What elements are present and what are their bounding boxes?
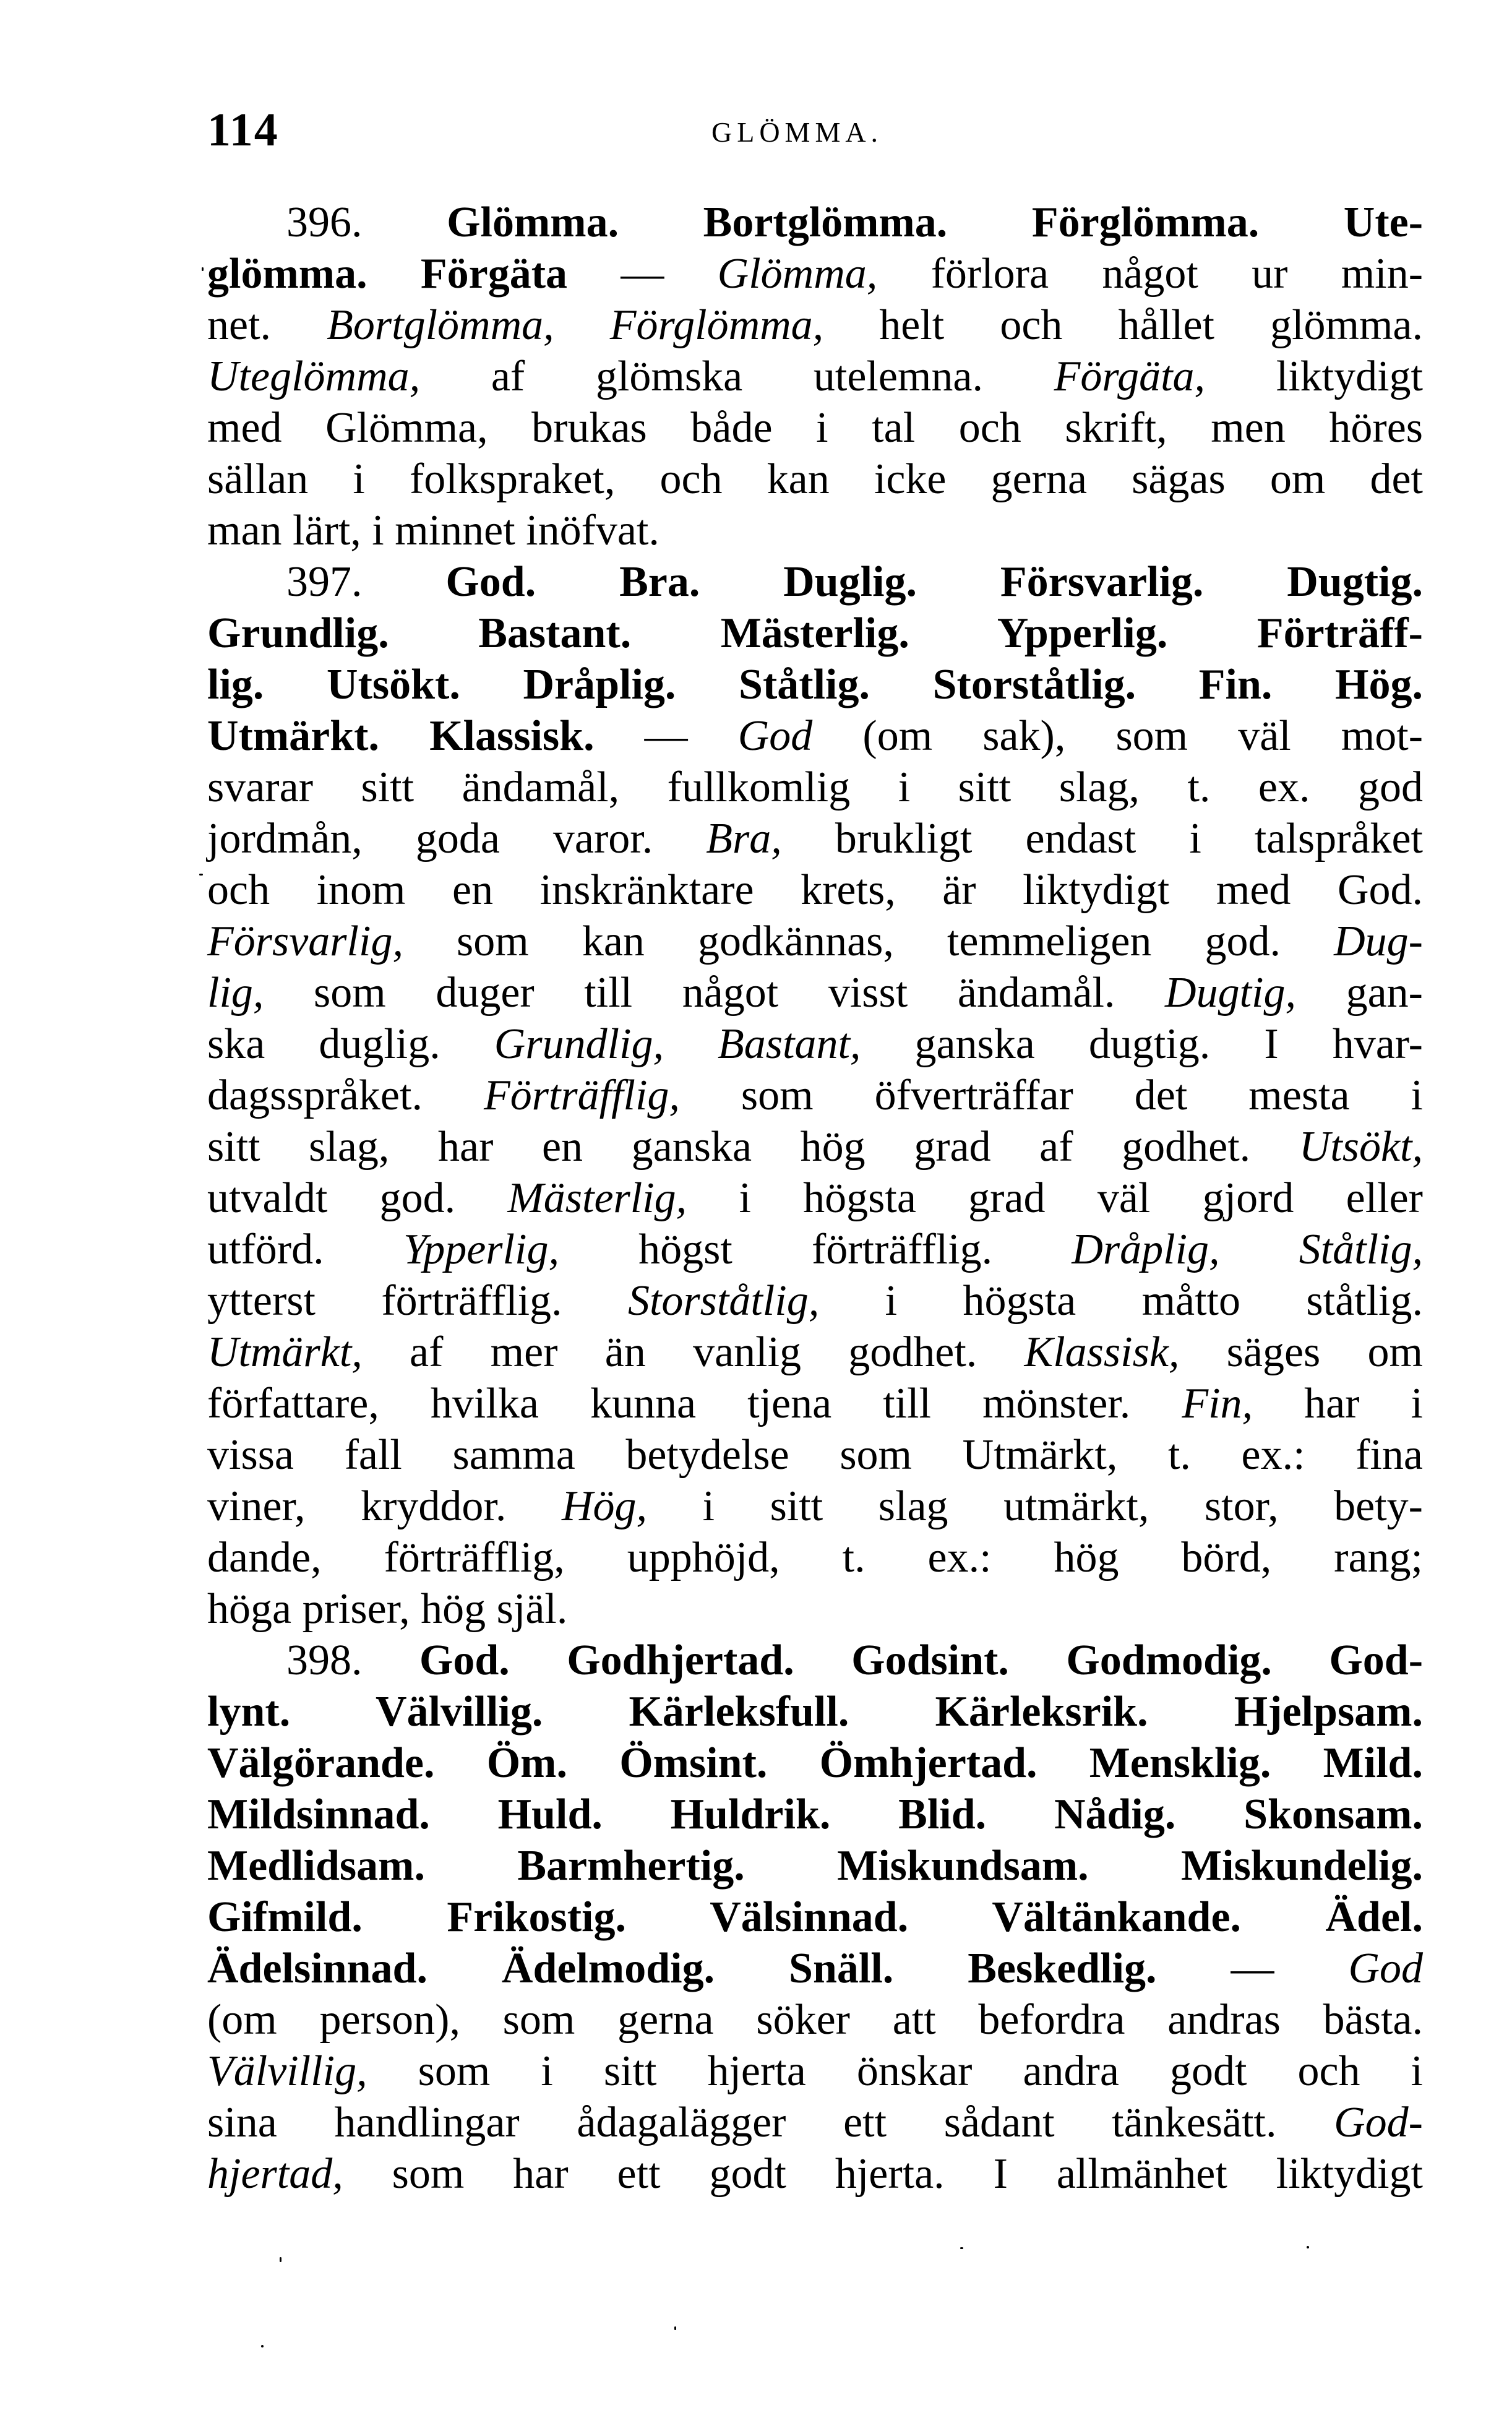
italic-term: Mästerlig, — [507, 1174, 687, 1222]
body-text: liktydigt — [1205, 353, 1423, 400]
body-text: som öfverträffar det mesta i — [679, 1072, 1424, 1119]
body-text: i högsta grad väl gjord eller — [687, 1174, 1423, 1222]
body-text: författare, hvilka kunna tjena till mönster. — [207, 1380, 1182, 1427]
body-text: sina handlingar ådagalägger ett sådant tänkesätt. — [207, 2099, 1334, 2146]
italic-term: Bortglömma, Förglömma, — [327, 301, 824, 349]
italic-term: Uteglömma, — [207, 353, 421, 400]
text-line — [207, 248, 1423, 299]
text-line — [207, 454, 1423, 505]
body-text: sällan i folkspraket, och kan icke gerna sägas om det — [207, 455, 1423, 503]
body-text: som kan godkännas, temmeligen god. — [403, 918, 1334, 965]
italic-term: Utmärkt, — [207, 1328, 363, 1376]
headword-text: lig. Utsökt. Dråplig. Ståtlig. Storståtlig. Fin. Hög. — [207, 661, 1423, 708]
text-line — [207, 1891, 1423, 1943]
text-line — [207, 351, 1423, 402]
headword-text: Glömma. Bortglömma. Förglömma. Ute- — [447, 199, 1424, 246]
italic-term: Dug- — [1334, 918, 1423, 965]
body-text: som i sitt hjerta önskar andra godt och i — [367, 2047, 1423, 2095]
text-line — [207, 2046, 1423, 2097]
italic-term: God — [1348, 1945, 1423, 1992]
body-text: utförd. — [207, 1226, 403, 1273]
text-line — [207, 1429, 1423, 1481]
body-text: svarar sitt ändamål, fullkomlig i sitt slag, t. ex. god — [207, 764, 1423, 811]
body-text: ganska dugtig. I hvar- — [861, 1020, 1423, 1068]
body-text: dagsspråket. — [207, 1072, 484, 1119]
text-line — [207, 1840, 1423, 1891]
dictionary-body — [207, 197, 1423, 2200]
body-text: jordmån, goda varor. — [207, 815, 707, 863]
text-line — [207, 2148, 1423, 2200]
italic-term: hjertad, — [207, 2150, 343, 2198]
italic-term: lig, — [207, 969, 264, 1017]
text-line — [207, 1686, 1423, 1737]
text-line — [207, 1994, 1423, 2046]
body-text: (om person), som gerna söker att befordra andras bästa. — [207, 1996, 1423, 2044]
italic-term: Dugtig, — [1165, 969, 1296, 1017]
body-text: man lärt, i minnet inöfvat. — [207, 507, 659, 554]
body-text: — — [1231, 1945, 1349, 1992]
body-text: med Glömma, brukas både i tal och skrift, men höres — [207, 404, 1423, 452]
body-text: vissa fall samma betydelse som Utmärkt, t. ex.: fina — [207, 1431, 1423, 1479]
headword-text: Grundlig. Bastant. Mästerlig. Ypperlig. Förträff- — [207, 609, 1423, 657]
text-line — [207, 1481, 1423, 1532]
text-line — [207, 402, 1423, 454]
text-line — [207, 1018, 1423, 1070]
body-text: utvaldt god. — [207, 1174, 508, 1222]
headword-text: Välgörande. Öm. Ömsint. Ömhjertad. Mensklig. Mild. — [207, 1739, 1423, 1787]
text-line — [207, 556, 1423, 608]
text-line — [207, 1943, 1423, 1994]
text-line — [207, 1583, 1423, 1635]
italic-term: Hög, — [561, 1482, 647, 1530]
body-text: 398. — [286, 1637, 419, 1684]
headword-text: God. Godhjertad. Godsint. Godmodig. God- — [419, 1637, 1424, 1684]
body-text: 397. — [286, 558, 446, 606]
text-line — [207, 1172, 1423, 1224]
page-number: 114 — [207, 104, 279, 156]
italic-term: God — [737, 712, 813, 760]
italic-term: Fin, — [1182, 1380, 1253, 1427]
body-text: sitt slag, har en ganska hög grad af godhet. — [207, 1123, 1299, 1171]
body-text: gan- — [1296, 969, 1423, 1017]
italic-term: Försvarlig, — [207, 918, 403, 965]
body-text: höga priser, hög själ. — [207, 1585, 568, 1633]
text-line — [207, 1737, 1423, 1789]
body-text: brukligt endast i talspråket — [781, 815, 1423, 863]
italic-term: Dråplig, Ståtlig, — [1072, 1226, 1423, 1273]
headword-text: Medlidsam. Barmhertig. Miskundsam. Miskundelig. — [207, 1842, 1423, 1890]
headword-text: Utmärkt. Klassisk. — [207, 712, 645, 760]
body-text: — — [644, 712, 738, 760]
text-line — [207, 1121, 1423, 1172]
text-line — [207, 1327, 1423, 1378]
headword-text: God. Bra. Duglig. Försvarlig. Dugtig. — [445, 558, 1423, 606]
body-text: i högsta måtto ståtlig. — [819, 1277, 1424, 1325]
text-line — [207, 1532, 1423, 1583]
body-text: ska duglig. — [207, 1020, 494, 1068]
body-text: (om sak), som väl mot- — [812, 712, 1424, 760]
headword-text: lynt. Välvillig. Kärleksfull. Kärleksrik. Hjelpsam. — [207, 1688, 1423, 1736]
body-text: högst förträfflig. — [559, 1226, 1072, 1273]
italic-term: God- — [1334, 2099, 1423, 2146]
body-text: har i — [1253, 1380, 1424, 1427]
body-text: — — [621, 250, 718, 298]
body-text: som har ett godt hjerta. I allmänhet liktydigt — [343, 2150, 1423, 2198]
text-line — [207, 1635, 1423, 1686]
text-line — [207, 659, 1423, 710]
body-text: af mer än vanlig godhet. — [362, 1328, 1024, 1376]
body-text: ytterst förträfflig. — [207, 1277, 628, 1325]
text-line — [207, 762, 1423, 813]
text-line — [207, 1224, 1423, 1275]
italic-term: Glömma, — [717, 250, 878, 298]
body-text: net. — [207, 301, 327, 349]
text-line — [207, 710, 1423, 762]
headword-text: Gifmild. Frikostig. Välsinnad. Vältänkande. Ädel. — [207, 1893, 1423, 1941]
headword-text: glömma. Förgäta — [207, 250, 621, 298]
italic-term: Välvillig, — [207, 2047, 367, 2095]
body-text: i sitt slag utmärkt, stor, bety- — [647, 1482, 1423, 1530]
text-line — [207, 1789, 1423, 1840]
italic-term: Bra, — [706, 815, 782, 863]
text-line — [207, 608, 1423, 659]
body-text: och inom en inskränktare krets, är liktydigt med God. — [207, 866, 1423, 914]
body-text: förlora något ur min- — [877, 250, 1423, 298]
text-line — [207, 813, 1423, 864]
italic-term: Klassisk, — [1024, 1328, 1180, 1376]
headword-text: Ädelsinnad. Ädelmodig. Snäll. Beskedlig. — [207, 1945, 1231, 1992]
italic-term: Förgäta, — [1054, 353, 1206, 400]
body-text: helt och hållet glömma. — [823, 301, 1423, 349]
text-line — [207, 916, 1423, 967]
text-line — [207, 197, 1423, 248]
text-line — [207, 1275, 1423, 1327]
body-text: af glömska utelemna. — [420, 353, 1054, 400]
text-line — [207, 1378, 1423, 1429]
text-line — [207, 505, 1423, 556]
body-text: dande, förträfflig, upphöjd, t. ex.: hög börd, rang; — [207, 1534, 1423, 1581]
italic-term: Förträfflig, — [483, 1072, 680, 1119]
text-line — [207, 1070, 1423, 1121]
italic-term: Utsökt, — [1299, 1123, 1423, 1171]
text-line — [207, 864, 1423, 916]
body-text: viner, kryddor. — [207, 1482, 562, 1530]
running-title: GLÖMMA. — [711, 116, 883, 148]
italic-term: Storståtlig, — [627, 1277, 820, 1325]
text-line — [207, 299, 1423, 351]
headword-text: Mildsinnad. Huld. Huldrik. Blid. Nådig. Skonsam. — [207, 1791, 1423, 1838]
italic-term: Grundlig, Bastant, — [494, 1020, 861, 1068]
italic-term: Ypperlig, — [403, 1226, 559, 1273]
text-line — [207, 967, 1423, 1018]
running-head — [207, 105, 1423, 155]
text-line — [207, 2097, 1423, 2148]
body-text: säges om — [1179, 1328, 1423, 1376]
body-text: som duger till något visst ändamål. — [264, 969, 1166, 1017]
body-text: 396. — [286, 199, 447, 246]
